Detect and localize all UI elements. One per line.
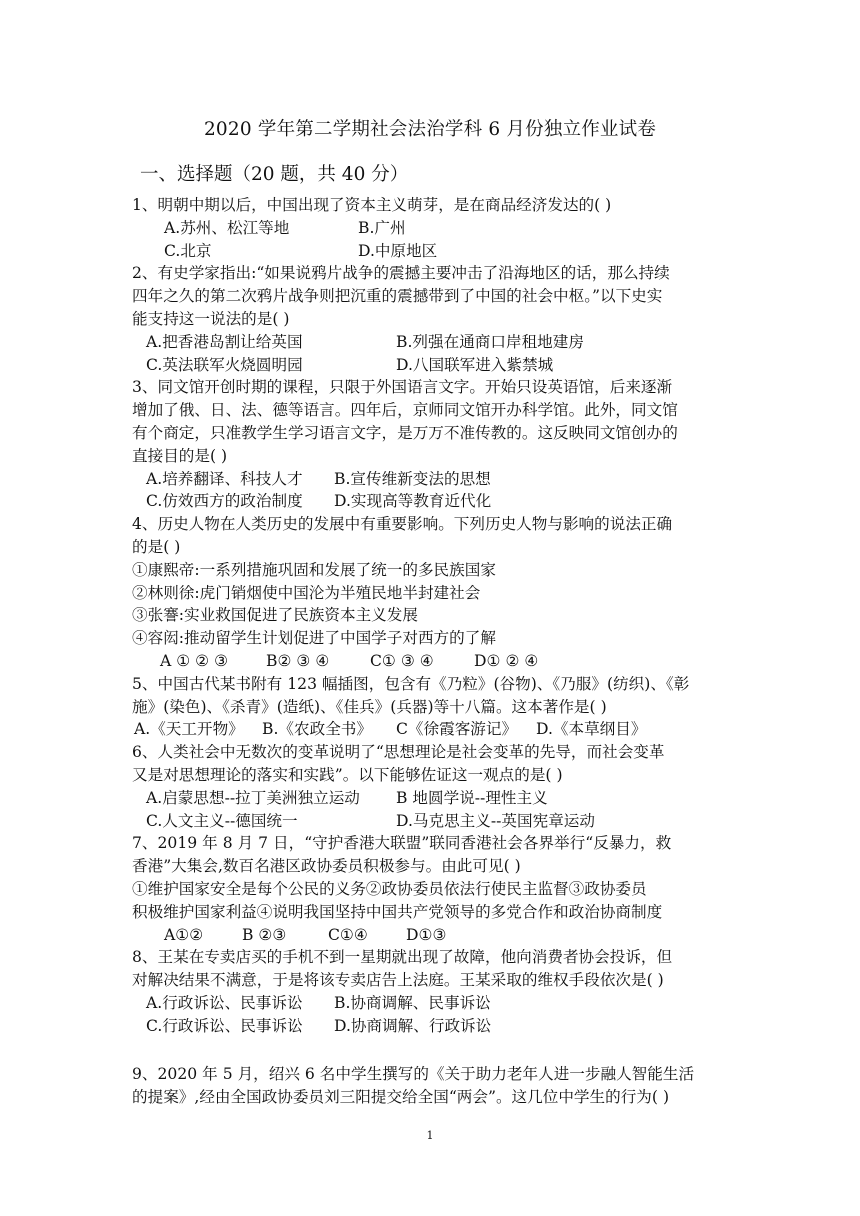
question-stem-line: 有个商定，只准教学生学习语言文字，是万万不准传教的。这反映同文馆创办的 [132, 423, 678, 442]
option-d: D.中原地区 [358, 241, 438, 260]
option-a: A.行政诉讼、民事诉讼 [146, 993, 303, 1012]
option-b: B② ③ ④ [266, 651, 330, 670]
question-stem-line: 6、人类社会中无数次的变革说明了“思想理论是社会变革的先导，而社会变革 [132, 743, 665, 762]
option-a: A.把香港岛割让给英国 [146, 332, 303, 351]
question-4 [132, 513, 732, 673]
option-row [132, 354, 732, 377]
question-stem-line: 1、明朝中期以后，中国出现了资本主义萌芽，是在商品经济发达的( ) [132, 196, 612, 214]
option-a: A.苏州、松江等地 [164, 218, 290, 237]
option-d: D.马克思主义--英国宪章运动 [396, 811, 595, 830]
option-d: D.八国联军进入紫禁城 [396, 355, 554, 374]
statement-item: ①康熙帝:一系列措施巩固和发展了统一的多民族国家 [132, 560, 496, 579]
option-c: C.行政诉讼、民事诉讼 [146, 1016, 303, 1035]
blank-gap [132, 1037, 732, 1063]
statement-item: ④容闳:推动留学生计划促进了中国学子对西方的了解 [132, 629, 496, 648]
option-c: C.人文主义--德国统一 [146, 811, 298, 830]
option-row [132, 490, 732, 513]
option-row [132, 718, 732, 741]
option-b: B.列强在通商口岸租地建房 [396, 332, 584, 351]
questions-body [132, 194, 732, 1109]
question-stem-line: 8、王某在专卖店买的手机不到一星期就出现了故障，他向消费者协会投诉，但 [132, 948, 673, 967]
option-b: B.广州 [358, 218, 406, 237]
question-stem-line: 9、2020 年 5 月，绍兴 6 名中学生撰写的《关于助力老年人进一步融人智能生活 [132, 1065, 695, 1084]
option-row [132, 992, 732, 1015]
question-8 [132, 946, 732, 1037]
exam-title: 2020 学年第二学期社会法治学科 6 月份独立作业试卷 [203, 119, 657, 140]
question-9 [132, 1063, 732, 1109]
question-stem-line: 4、历史人物在人类历史的发展中有重要影响。下列历史人物与影响的说法正确 [132, 515, 673, 534]
option-row [132, 810, 732, 833]
question-stem-line: 香港”大集会,数百名港区政协委员积极参与。由此可见( ) [132, 857, 521, 876]
option-a: A ① ② ③ [160, 651, 229, 670]
option-c: C.仿效西方的政治制度 [146, 492, 303, 511]
page-number: 1 [426, 1129, 434, 1142]
option-row [132, 787, 732, 810]
option-b: B.宣传维新变法的思想 [334, 469, 491, 488]
question-stem-line: 的提案》,经由全国政协委员刘三阳提交给全国“两会”。这几位中学生的行为( ) [132, 1088, 670, 1107]
question-stem-line: 积极维护国家利益④说明我国坚持中国共产党领导的多党合作和政治协商制度 [132, 902, 663, 921]
option-d: D.《本草纲目》 [536, 720, 647, 739]
option-c: C《徐霞客游记》 [396, 720, 518, 739]
question-stem-line: ①维护国家安全是每个公民的义务②政协委员依法行使民主监督③政协委员 [132, 879, 647, 898]
question-3 [132, 376, 732, 513]
option-c: C.北京 [164, 241, 212, 260]
option-d: D① ② ④ [474, 651, 539, 670]
question-2 [132, 262, 732, 376]
option-row [132, 1015, 732, 1038]
option-d: D.协商调解、行政诉讼 [334, 1016, 492, 1035]
option-b: B 地圆学说--理性主义 [396, 788, 548, 807]
option-a: A①② [164, 925, 204, 944]
option-b: B.协商调解、民事诉讼 [334, 993, 491, 1012]
question-stem-line: 四年之久的第二次鸦片战争则把沉重的震撼带到了中国的社会中枢。”以下史实 [132, 287, 663, 306]
option-a: A.启蒙思想--拉丁美洲独立运动 [146, 788, 360, 807]
question-stem-line: 对解决结果不满意，于是将该专卖店告上法庭。王某采取的维权手段依次是( ) [132, 971, 664, 990]
question-stem-line: 直接目的是( ) [132, 446, 228, 465]
option-row [132, 240, 732, 263]
option-d: D.实现高等教育近代化 [334, 492, 492, 511]
option-c: C① ③ ④ [370, 651, 434, 670]
question-stem-line: 施》(染色)、《杀青》(造纸)、《佳兵》(兵器)等十八篇。这本著作是( ) [132, 697, 607, 716]
question-stem-line: 能支持这一说法的是( ) [132, 309, 290, 328]
statement-item: ③张謇:实业救国促进了民族资本主义发展 [132, 606, 418, 625]
section-heading: 一、选择题（20 题，共 40 分） [140, 164, 409, 185]
option-c: C.英法联军火烧圆明园 [146, 355, 303, 374]
option-row [132, 924, 732, 947]
option-row [132, 331, 732, 354]
question-stem-line: 2、有史学家指出:“如果说鸦片战争的震撼主要冲击了沿海地区的话，那么持续 [132, 264, 670, 283]
question-stem-line: 又是对思想理论的落实和实践”。以下能够佐证这一观点的是( ) [132, 765, 563, 784]
question-6 [132, 741, 732, 832]
option-b: B.《农政全书》 [262, 720, 372, 739]
question-5 [132, 673, 732, 741]
question-stem-line: 3、同文馆开创时期的课程，只限于外国语言文字。开始只设英语馆，后来逐渐 [132, 378, 673, 397]
question-7 [132, 832, 732, 946]
option-row [132, 468, 732, 491]
question-stem-line: 7、2019 年 8 月 7 日，“守护香港大联盟”联同香港社会各界举行“反暴力，救 [132, 834, 672, 853]
option-c: C①④ [328, 925, 368, 944]
question-stem-line: 的是( ) [132, 537, 181, 556]
option-d: D①③ [406, 925, 447, 944]
statement-item: ②林则徐:虎门销烟使中国沦为半殖民地半封建社会 [132, 583, 481, 602]
question-stem-line: 5、中国古代某书附有 123 幅插图，包含有《乃粒》(谷物)、《乃服》(纺织)、《彰 [132, 674, 690, 693]
option-a: A.培养翻译、科技人才 [146, 469, 303, 488]
question-stem-line: 增加了俄、日、法、德等语言。四年后，京师同文馆开办科学馆。此外，同文馆 [132, 401, 678, 420]
option-row [132, 217, 732, 240]
question-1 [132, 194, 732, 262]
option-a: A.《天工开物》 [134, 720, 244, 739]
option-row [132, 650, 732, 673]
option-b: B ②③ [242, 925, 287, 944]
